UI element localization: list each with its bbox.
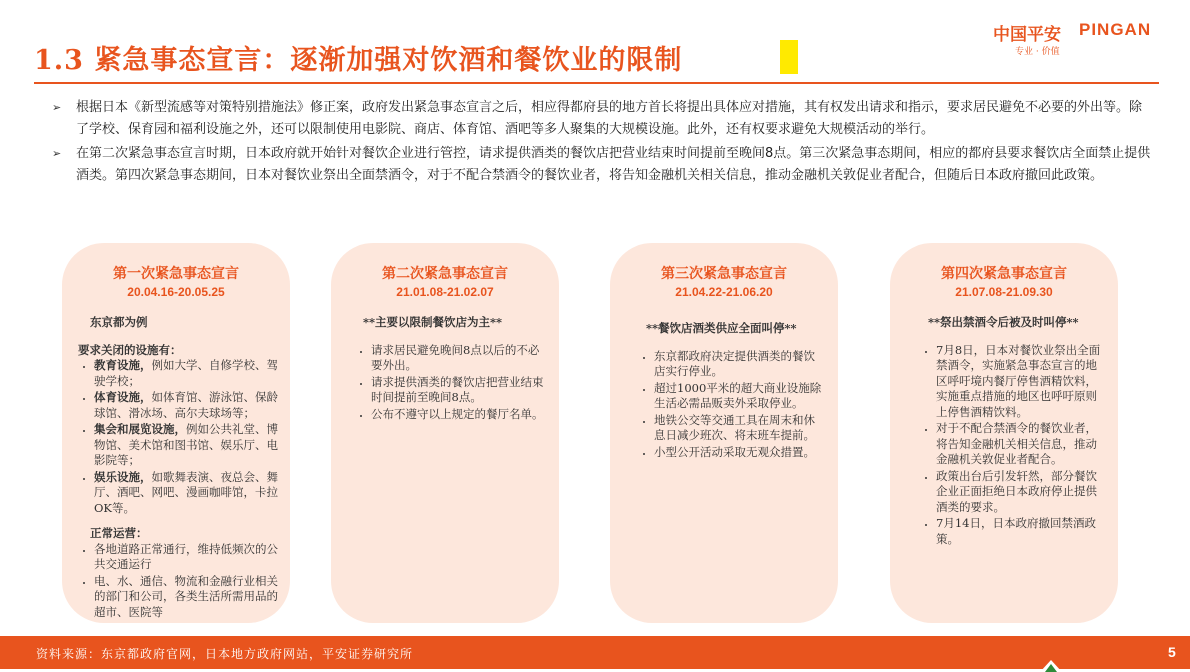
logo-cn: 中国平安 — [993, 25, 1061, 45]
item-bold: 娱乐设施， — [94, 469, 152, 484]
card-subhead: **餐饮店酒类供应全面叫停** — [646, 321, 797, 335]
pingan-mark-icon — [1040, 660, 1062, 672]
logo-slogan: 专业 · 价值 — [1015, 47, 1060, 57]
arrow-bullet-icon: ➢ — [52, 147, 62, 160]
card-list — [78, 358, 278, 516]
list-item — [94, 422, 278, 469]
card-title: 第一次紧急事态宣言 — [113, 266, 239, 282]
list-item: • 公布不遵守以上规定的餐厅名单。 — [371, 407, 547, 423]
list-item: • 对于不配合禁酒令的餐饮业者，将告知金融机关相关信息，推动金融机关敦促业者配合。 — [936, 421, 1106, 468]
list-item: • 小型公开活动采取无观众措置。 — [654, 445, 826, 461]
item-bold: 体育设施， — [94, 390, 152, 404]
item-text: 例如公共礼堂、博物馆、美术馆和图书馆、娱乐厅、电影院等； — [94, 422, 278, 467]
list-item: • 东京都政府决定提供酒类的餐饮店实行停业。 — [654, 349, 826, 380]
list-item: • 请求居民避免晚间8点以后的不必要外出。 — [371, 343, 547, 374]
list-item: • 电、水、通信、物流和金融行业相关的部门和公司，各类生活所需用品的超市、医院等 — [94, 574, 278, 621]
item-bold: 教育设施， — [94, 358, 152, 372]
list-item: • 超过1000平米的超大商业设施除生活必需品贩卖外采取停业。 — [654, 381, 826, 412]
card-title: 第四次紧急事态宣言 — [941, 266, 1067, 282]
pingan-logo — [993, 20, 1178, 60]
intro-bullet — [52, 97, 1152, 140]
list-item: • 7月8日，日本对餐饮业祭出全面禁酒令，实施紧急事态宣言的地区呼吁境内餐厅停售酒精饮料，实施重点措施的地区也呼吁原则上停售酒精饮料。 — [936, 343, 1106, 421]
card-list — [78, 542, 278, 621]
logo-en: PINGAN — [1079, 20, 1152, 39]
list-item: • 各地道路正常通行，维持低频次的公共交通运行 — [94, 542, 278, 573]
intro-bullets — [52, 97, 1152, 189]
card-date: 21.04.22-21.06.20 — [675, 285, 773, 299]
page-number: 5 — [1168, 644, 1176, 660]
card-subhead: **主要以限制餐饮店为主** — [363, 315, 503, 329]
list-item — [94, 358, 278, 389]
card-first-emergency — [62, 243, 290, 623]
source-note: 资料来源：东京都政府官网，日本地方政府网站，平安证券研究所 — [36, 647, 414, 661]
list-item: • 请求提供酒类的餐饮店把营业结束时间提前至晚间8点。 — [371, 375, 547, 406]
card-third-emergency — [610, 243, 838, 623]
card-subhead: 东京都为例 — [90, 315, 148, 329]
card-body — [347, 315, 547, 423]
item-text: 如歌舞表演、夜总会、舞厅、酒吧、网吧、漫画咖啡馆，卡拉OK等。 — [94, 469, 278, 515]
card-list — [347, 343, 547, 423]
title-highlight-mark — [780, 40, 798, 74]
card-body — [906, 315, 1106, 548]
title-rule — [34, 82, 1159, 84]
card-subhead: **祭出禁酒令后被及时叫停** — [928, 315, 1079, 329]
intro-bullet — [52, 143, 1152, 186]
arrow-bullet-icon: ➢ — [52, 101, 62, 114]
intro-text: 根据日本《新型流感等对策特别措施法》修正案，政府发出紧急事态宣言之后，相应得都府县的地方首长将提出具体应对措施，其有权发出请求和指示，要求居民避免不必要的外出等。除了学校、保育园和福利设施之外，还可以限制使用电影院、商店、体育馆、酒吧等多人聚集的大规模设施。此外，还有权要求避免大规模活动的举行。 — [76, 100, 1143, 137]
card-date: 20.04.16-20.05.25 — [127, 285, 225, 299]
list-item: • 地铁公交等交通工具在周末和休息日减少班次、将末班车提前。 — [654, 413, 826, 444]
card-body — [78, 315, 278, 621]
card-body — [626, 321, 826, 461]
footer-bar — [0, 636, 1190, 669]
item-text: 例如大学、自修学校、驾驶学校； — [94, 358, 278, 388]
list-item: • 政策出台后引发轩然，部分餐饮企业正面拒绝日本政府停止提供酒类的要求。 — [936, 469, 1106, 516]
card-fourth-emergency — [890, 243, 1118, 623]
list-item: • 7月14日，日本政府撤回禁酒政策。 — [936, 516, 1106, 547]
card-section-heading: 要求关闭的设施有： — [78, 342, 182, 357]
item-text: 如体育馆、游泳馆、保龄球馆、滑冰场、高尔夫球场等； — [94, 390, 278, 420]
card-date: 21.07.08-21.09.30 — [955, 285, 1053, 299]
card-date: 21.01.08-21.02.07 — [396, 285, 494, 299]
list-item — [94, 470, 278, 517]
item-bold: 集会和展览设施， — [94, 422, 186, 436]
card-title: 第二次紧急事态宣言 — [382, 266, 508, 282]
card-list — [626, 349, 826, 461]
list-item — [94, 390, 278, 421]
page-title: 1.3 紧急事态宣言：逐渐加强对饮酒和餐饮业的限制 — [34, 45, 683, 76]
intro-text: 在第二次紧急事态宣言时期，日本政府就开始针对餐饮企业进行管控，请求提供酒类的餐饮店把营业结束时间提前至晚间8点。第三次紧急事态期间，相应的都府县要求餐饮店全面禁止提供酒类。第四次紧急事态期间，日本对餐饮业祭出全面禁酒令，对于不配合禁酒令的餐饮业者，将告知金融机关相关信息，推动金融机关敦促业者配合，但随后日本政府撤回此政策。 — [76, 146, 1151, 183]
card-title: 第三次紧急事态宣言 — [661, 266, 787, 282]
card-second-emergency — [331, 243, 559, 623]
card-list — [906, 343, 1106, 548]
card-section-heading: 正常运营： — [90, 526, 148, 540]
